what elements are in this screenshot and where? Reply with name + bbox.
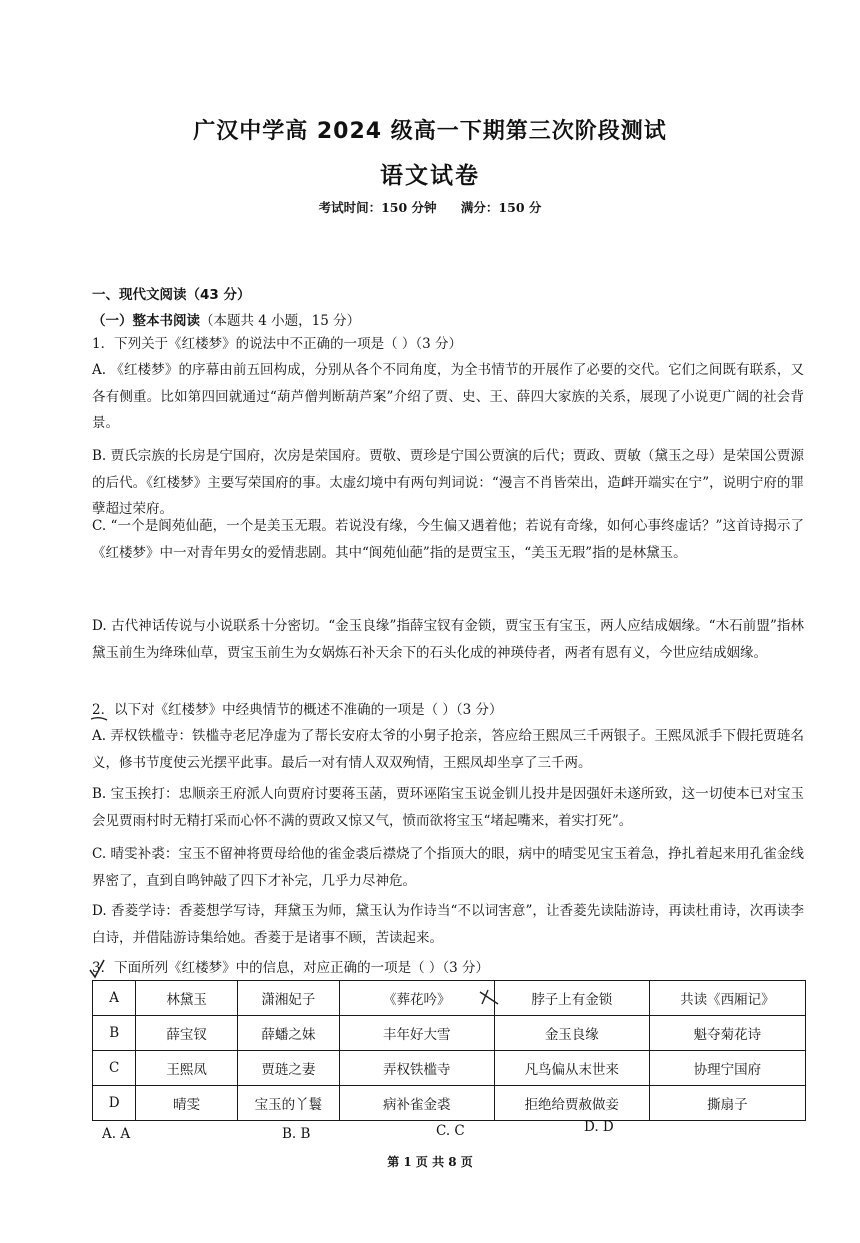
table-cell: 林黛玉 xyxy=(136,981,238,1016)
table-cell: 凡鸟偏从末世来 xyxy=(494,1051,649,1086)
question-1-stem: 1．下列关于《红楼梦》的说法中不正确的一项是（ ）（3 分） xyxy=(92,336,463,352)
question-2-option-b: B. 宝玉挨打：忠顺亲王府派人向贾府讨要蒋玉菡，贾环诬陷宝玉说金钏儿投井是因强奸未遂所致，这一切使本已对宝玉会见贾雨村时无精打采而心怀不满的贾政又惊又气，愤而欲将宝玉“堵起嘴来，着实打死”。 xyxy=(92,786,804,829)
table-cell: 协理宁国府 xyxy=(649,1051,805,1086)
section-heading: 一、现代文阅读（43 分） xyxy=(92,287,251,303)
question-2-option-d: D. 香菱学诗：香菱想学写诗，拜黛玉为师，黛玉认为作诗当“不以词害意”，让香菱先读陆游诗，再读杜甫诗，次再读李白诗，并借陆游诗集给她。香菱于是诸事不顾，苦读起来。 xyxy=(92,903,804,946)
question-1-option-c: C. “一个是阆苑仙葩，一个是美玉无瑕。若说没有缘，今生偏又遇着他；若说有奇缘，如何心事终虚话？”这首诗揭示了《红楼梦》中一对青年男女的爱情悲剧。其中“阆苑仙葩”指的是贾宝玉，“美玉无瑕”指的是林黛玉。 xyxy=(92,518,804,561)
exam-subtitle: 语文试卷 xyxy=(380,163,480,189)
choice-a: A. A xyxy=(102,1126,131,1142)
question-1-option-d: D. 古代神话传说与小说联系十分密切。“金玉良缘”指薛宝钗有金锁，贾宝玉有宝玉，两人应结成姻缘。“木石前盟”指林黛玉前生为绛珠仙草，贾宝玉前生为女娲炼石补天余下的石头化成的神瑛侍者，两者有恩有义，今世应结成姻缘。 xyxy=(92,618,804,661)
question-1-option-a: A. 《红楼梦》的序幕由前五回构成，分别从各个不同角度，为全书情节的开展作了必要的交代。它们之间既有联系，又各有侧重。比如第四回就通过“葫芦僧判断葫芦案”介绍了贾、史、王、薛四大家族的关系，展现了小说更广阔的社会背景。 xyxy=(92,362,804,432)
table-cell: A xyxy=(93,981,136,1016)
table-cell: 魁夺菊花诗 xyxy=(649,1016,805,1051)
exam-meta xyxy=(0,198,860,216)
table-cell: 王熙凤 xyxy=(136,1051,238,1086)
table-cell: D xyxy=(93,1086,136,1121)
table-cell: 潇湘妃子 xyxy=(238,981,340,1016)
table-cell: 病补雀金裘 xyxy=(339,1086,494,1121)
table-row xyxy=(93,1051,806,1086)
table-cell: 晴雯 xyxy=(136,1086,238,1121)
full-score: 满分：150 分 xyxy=(460,200,542,215)
table-cell: 撕扇子 xyxy=(649,1086,805,1121)
question-2-option-a: A. 弄权铁槛寺：铁槛寺老尼净虚为了帮长安府太爷的小舅子抢亲，答应给王熙凤三千两银子。王熙凤派手下假托贾琏名义，修书节度使云光摆平此事。最后一对有情人双双殉情，王熙凤却坐享了三千两。 xyxy=(92,728,804,771)
info-table xyxy=(92,980,806,1121)
table-cell: 薛宝钗 xyxy=(136,1016,238,1051)
table-cell: C xyxy=(93,1051,136,1086)
table-cell: 共读《西厢记》 xyxy=(649,981,805,1016)
handwritten-underline-mark xyxy=(90,716,108,722)
table-cell: 金玉良缘 xyxy=(494,1016,649,1051)
exam-time: 考试时间：150 分钟 xyxy=(318,200,437,215)
question-1-option-b: B. 贾氏宗族的长房是宁国府，次房是荣国府。贾敬、贾珍是宁国公贾演的后代；贾政、贾敏（黛玉之母）是荣国公贾源的后代。《红楼梦》主要写荣国府的事。太虚幻境中有两句判词说：“漫言不肖皆荣出，造衅开端实在宁”，说明宁府的罪孽超过荣府。 xyxy=(92,448,804,518)
table-cell: 拒绝给贾赦做妾 xyxy=(494,1086,649,1121)
table-cell: B xyxy=(93,1016,136,1051)
table-row xyxy=(93,981,806,1016)
table-cell: 贾琏之妻 xyxy=(238,1051,340,1086)
subsection-heading xyxy=(92,309,360,329)
exam-title: 广汉中学高 2024 级高一下期第三次阶段测试 xyxy=(193,119,667,144)
table-cell: 薛蟠之妹 xyxy=(238,1016,340,1051)
handwritten-check-mark xyxy=(88,958,106,980)
table-cell: 脖子上有金锁 xyxy=(494,981,649,1016)
table-row xyxy=(93,1016,806,1051)
table-cell: 《葬花吟》 xyxy=(339,981,494,1016)
table-cell: 宝玉的丫鬟 xyxy=(238,1086,340,1121)
choice-b: B. B xyxy=(282,1126,311,1142)
choice-d: D. D xyxy=(584,1119,614,1135)
choice-c: C. C xyxy=(436,1123,465,1139)
subsection-note: （本题共 4 小题，15 分） xyxy=(200,313,361,329)
question-2-stem: 2．以下对《红楼梦》中经典情节的概述不准确的一项是（ ）（3 分） xyxy=(92,702,503,718)
table-cell: 弄权铁槛寺 xyxy=(339,1051,494,1086)
subsection-label: （一）整本书阅读 xyxy=(92,313,200,329)
question-3-stem: 3．下面所列《红楼梦》中的信息，对应正确的一项是（ ）（3 分） xyxy=(92,960,490,976)
question-2-option-c: C. 晴雯补裘：宝玉不留神将贾母给他的雀金裘后襟烧了个指顶大的眼，病中的晴雯见宝玉着急，挣扎着起来用孔雀金线界密了，直到自鸣钟敲了四下才补完，几乎力尽神危。 xyxy=(92,846,804,889)
table-cell: 丰年好大雪 xyxy=(339,1016,494,1051)
page-footer: 第 1 页 共 8 页 xyxy=(387,1155,473,1169)
handwritten-cross-mark xyxy=(478,988,500,1006)
table-row xyxy=(93,1086,806,1121)
